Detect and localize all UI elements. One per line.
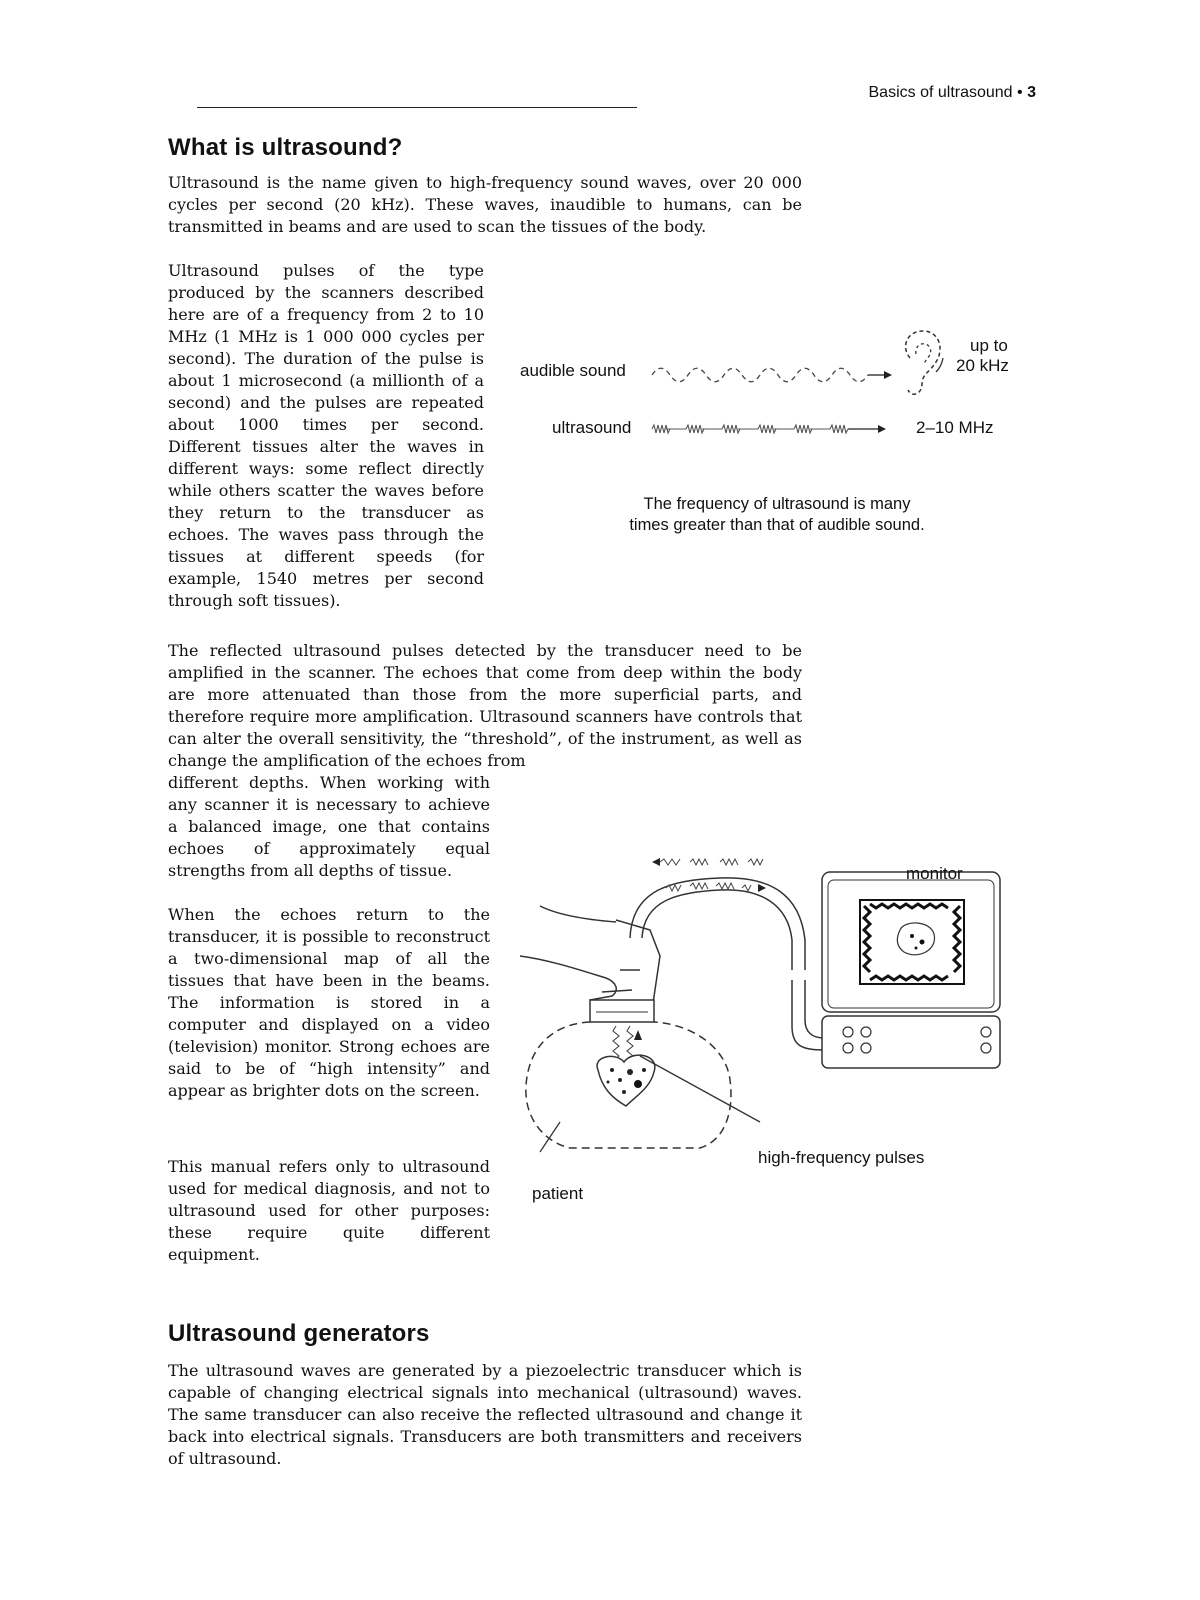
header-rule xyxy=(197,107,637,108)
balanced-image-paragraph: different depths. When working with any scanner it is necessary to achieve a balanced image, one that contains echoes of approximately equal strengths from all depths of tissue. xyxy=(168,773,490,880)
intro-paragraph: Ultrasound is the name given to high-frequency sound waves, over 20 000 cycles per second (20 kHz). These waves, inaudible to humans, can be transmitted in beams and are used to scan the tissues of the body. xyxy=(168,173,802,236)
section-heading-what-is-ultrasound: What is ultrasound? xyxy=(168,134,403,161)
organ-illustration xyxy=(597,1055,655,1106)
page-number: 3 xyxy=(1027,84,1036,101)
scanner-console xyxy=(822,1016,1000,1068)
hand-illustration xyxy=(520,906,660,1010)
running-head xyxy=(869,84,1037,102)
caption-line2: times greater than that of audible sound. xyxy=(629,516,925,534)
transducer-cable xyxy=(630,878,805,970)
section-heading-ultrasound-generators: Ultrasound generators xyxy=(168,1320,430,1347)
audible-value-line1: up to xyxy=(970,336,1008,355)
running-head-title: Basics of ultrasound xyxy=(868,84,1013,101)
running-head-separator: • xyxy=(1017,84,1023,101)
ultrasound-value: 2–10 MHz xyxy=(916,418,994,437)
audible-sound-label: audible sound xyxy=(520,361,626,380)
generators-paragraph: The ultrasound waves are generated by a piezoelectric transducer which is capable of changing electrical signals into mechanical (ultrasound) waves. The same transducer can also receive the reflected ultrasound and change it back into electrical signals. Transducers are both transmitters and receivers of ultrasound. xyxy=(168,1361,802,1468)
pulses-label: high-frequency pulses xyxy=(758,1148,925,1167)
frequency-caption xyxy=(596,494,958,536)
caption-line1: The frequency of ultrasound is many xyxy=(643,495,911,513)
ear-icon xyxy=(896,328,946,406)
scanner-illustration xyxy=(520,860,1040,1180)
audible-value-line2: 20 kHz xyxy=(956,356,1009,375)
patient-label: patient xyxy=(532,1184,584,1203)
monitor-screen xyxy=(860,900,964,984)
amplification-paragraph: The reflected ultrasound pulses detected by the transducer need to be amplified in the scanner. The echoes that come from deep within the body are more attenuated than those from the more superficial parts, and therefore require more amplification. Ultrasound scanners have controls that can alter the overall sensitivity, the “threshold”, of the instrument, as well as change the amplification of the echoes from xyxy=(168,641,802,770)
pulses-paragraph: Ultrasound pulses of the type produced by the scanners described here are of a frequency from 2 to 10 MHz (1 MHz is 1 000 000 cycles per second). The duration of the pulse is about 1 microsecond (a millionth of a second) and the pulses are repeated about 1000 times per second. Different tissues alter the waves in different ways: some reflect directly while others scatter the waves before they return to the transducer as echoes. The waves pass through the tissues at different speeds (for example, 1540 metres per second through soft tissues). xyxy=(168,261,484,610)
scope-paragraph: This manual refers only to ultrasound used for medical diagnosis, and not to ultrasound used for other purposes: these require quite different equipment. xyxy=(168,1157,490,1264)
ultrasound-wave xyxy=(652,418,892,440)
audible-wave xyxy=(652,360,892,390)
reconstruction-paragraph: When the echoes return to the transducer, it is possible to reconstruct a two-dimensional map of all the tissues that have been in the beams. The information is stored in a computer and displayed on a video (television) monitor. Strong echoes are said to be of “high intensity” and appear as brighter dots on the screen. xyxy=(168,905,490,1100)
ultrasound-label: ultrasound xyxy=(552,418,632,437)
monitor-label: monitor xyxy=(906,864,963,883)
transducer-probe xyxy=(590,1000,654,1022)
